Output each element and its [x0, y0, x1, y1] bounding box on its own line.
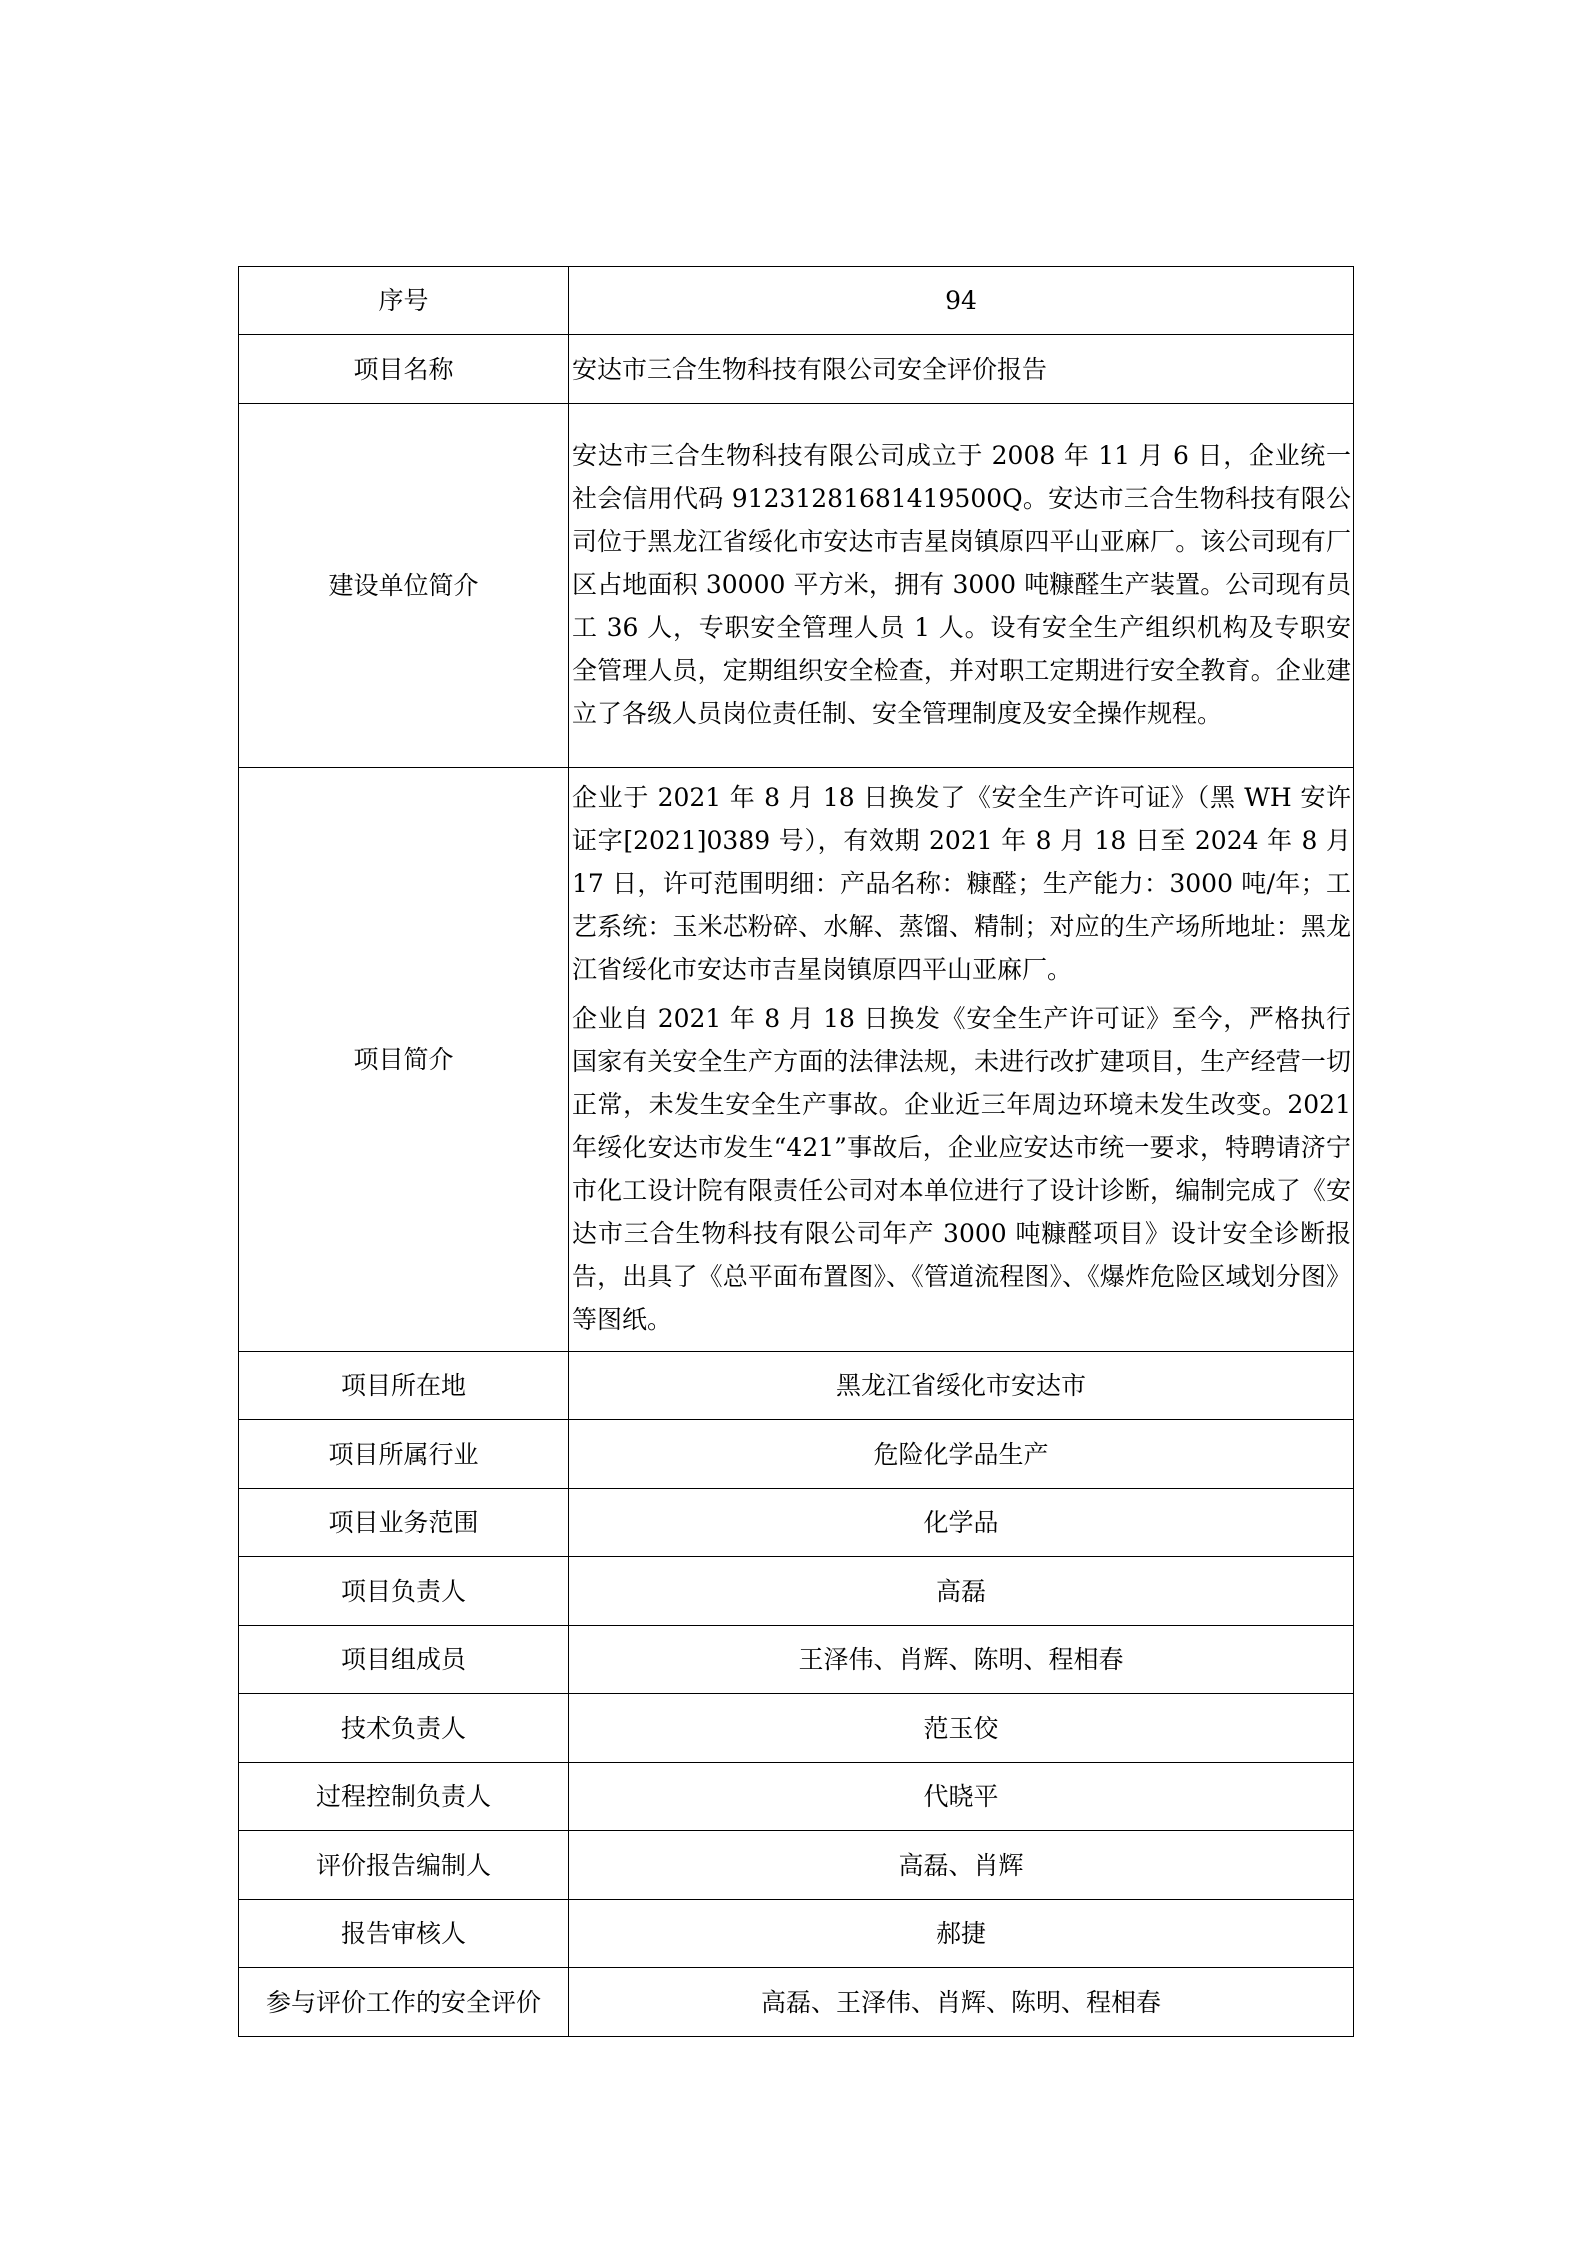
- row-label: 项目简介: [239, 768, 569, 1352]
- table-row-project-location: [239, 1352, 1354, 1420]
- row-value: 安达市三合生物科技有限公司安全评价报告: [569, 335, 1354, 404]
- row-value: 郝捷: [569, 1900, 1354, 1968]
- row-label: 项目名称: [239, 335, 569, 404]
- row-label: 项目组成员: [239, 1626, 569, 1694]
- table-row-process-control-lead: [239, 1763, 1354, 1831]
- table-row-project-industry: [239, 1420, 1354, 1489]
- table-row-report-authors: [239, 1831, 1354, 1900]
- row-value: 王泽伟、肖辉、陈明、程相春: [569, 1626, 1354, 1694]
- paragraph: 企业于 2021 年 8 月 18 日换发了《安全生产许可证》（黑 WH 安许证字[2021]0389 号），有效期 2021 年 8 月 18 日至 2024 年 8 月 17 日，许可范围明细：产品名称：糠醛；生产能力：3000 吨/年；工艺系统：玉米芯粉碎、水解、蒸馏、精制；对应的生产场所地址：黑龙江省绥化市安达市吉星岗镇原四平山亚麻厂。: [572, 782, 1351, 984]
- paragraph: 安达市三合生物科技有限公司成立于 2008 年 11 月 6 日，企业统一社会信用代码 91231281681419500Q。安达市三合生物科技有限公司位于黑龙江省绥化市安达市吉星岗镇原四平山亚麻厂。该公司现有厂区占地面积 30000 平方米，拥有 3000 吨糠醛生产装置。公司现有员工 36 人，专职安全管理人员 1 人。设有安全生产组织机构及专职安全管理人员，定期组织安全检查，并对职工定期进行安全教育。企业建立了各级人员岗位责任制、安全管理制度及安全操作规程。: [572, 440, 1351, 728]
- table-row-project-leader: [239, 1557, 1354, 1626]
- row-label: 建设单位简介: [239, 404, 569, 768]
- row-value: 黑龙江省绥化市安达市: [569, 1352, 1354, 1420]
- table-row-report-reviewer: [239, 1900, 1354, 1968]
- row-label: 报告审核人: [239, 1900, 569, 1968]
- row-value: 危险化学品生产: [569, 1420, 1354, 1489]
- row-label: 参与评价工作的安全评价: [239, 1968, 569, 2037]
- row-label: 过程控制负责人: [239, 1763, 569, 1831]
- row-value: [569, 768, 1354, 1352]
- table-row-serial-number: [239, 267, 1354, 335]
- project-intro-text: [572, 774, 1351, 1346]
- row-value: 高磊: [569, 1557, 1354, 1626]
- row-label: 项目所在地: [239, 1352, 569, 1420]
- table-row-team-members: [239, 1626, 1354, 1694]
- company-intro-text: [572, 432, 1351, 740]
- table-row-technical-lead: [239, 1694, 1354, 1763]
- project-info-table: [238, 266, 1354, 2037]
- row-value: 代晓平: [569, 1763, 1354, 1831]
- row-value: 高磊、王泽伟、肖辉、陈明、程相春: [569, 1968, 1354, 2037]
- row-label: 项目业务范围: [239, 1489, 569, 1557]
- table-row-business-scope: [239, 1489, 1354, 1557]
- row-label: 项目负责人: [239, 1557, 569, 1626]
- row-label: 评价报告编制人: [239, 1831, 569, 1900]
- row-value: 94: [569, 267, 1354, 335]
- table-row-project-intro: [239, 768, 1354, 1352]
- row-value: 范玉佼: [569, 1694, 1354, 1763]
- row-label: 序号: [239, 267, 569, 335]
- row-label: 技术负责人: [239, 1694, 569, 1763]
- row-label: 项目所属行业: [239, 1420, 569, 1489]
- paragraph: 企业自 2021 年 8 月 18 日换发《安全生产许可证》至今，严格执行国家有关安全生产方面的法律法规，未进行改扩建项目，生产经营一切正常，未发生安全生产事故。企业近三年周边环境未发生改变。2021 年绥化安达市发生“421”事故后，企业应安达市统一要求，特聘请济宁市化工设计院有限责任公司对本单位进行了设计诊断，编制完成了《安达市三合生物科技有限公司年产 3000 吨糠醛项目》设计安全诊断报告，出具了《总平面布置图》、《管道流程图》、《爆炸危险区域划分图》等图纸。: [572, 1003, 1351, 1334]
- table-row-project-name: [239, 335, 1354, 404]
- row-value: [569, 404, 1354, 768]
- table-row-company-intro: [239, 404, 1354, 768]
- table-row-participating-evaluators: [239, 1968, 1354, 2037]
- row-value: 高磊、肖辉: [569, 1831, 1354, 1900]
- row-value: 化学品: [569, 1489, 1354, 1557]
